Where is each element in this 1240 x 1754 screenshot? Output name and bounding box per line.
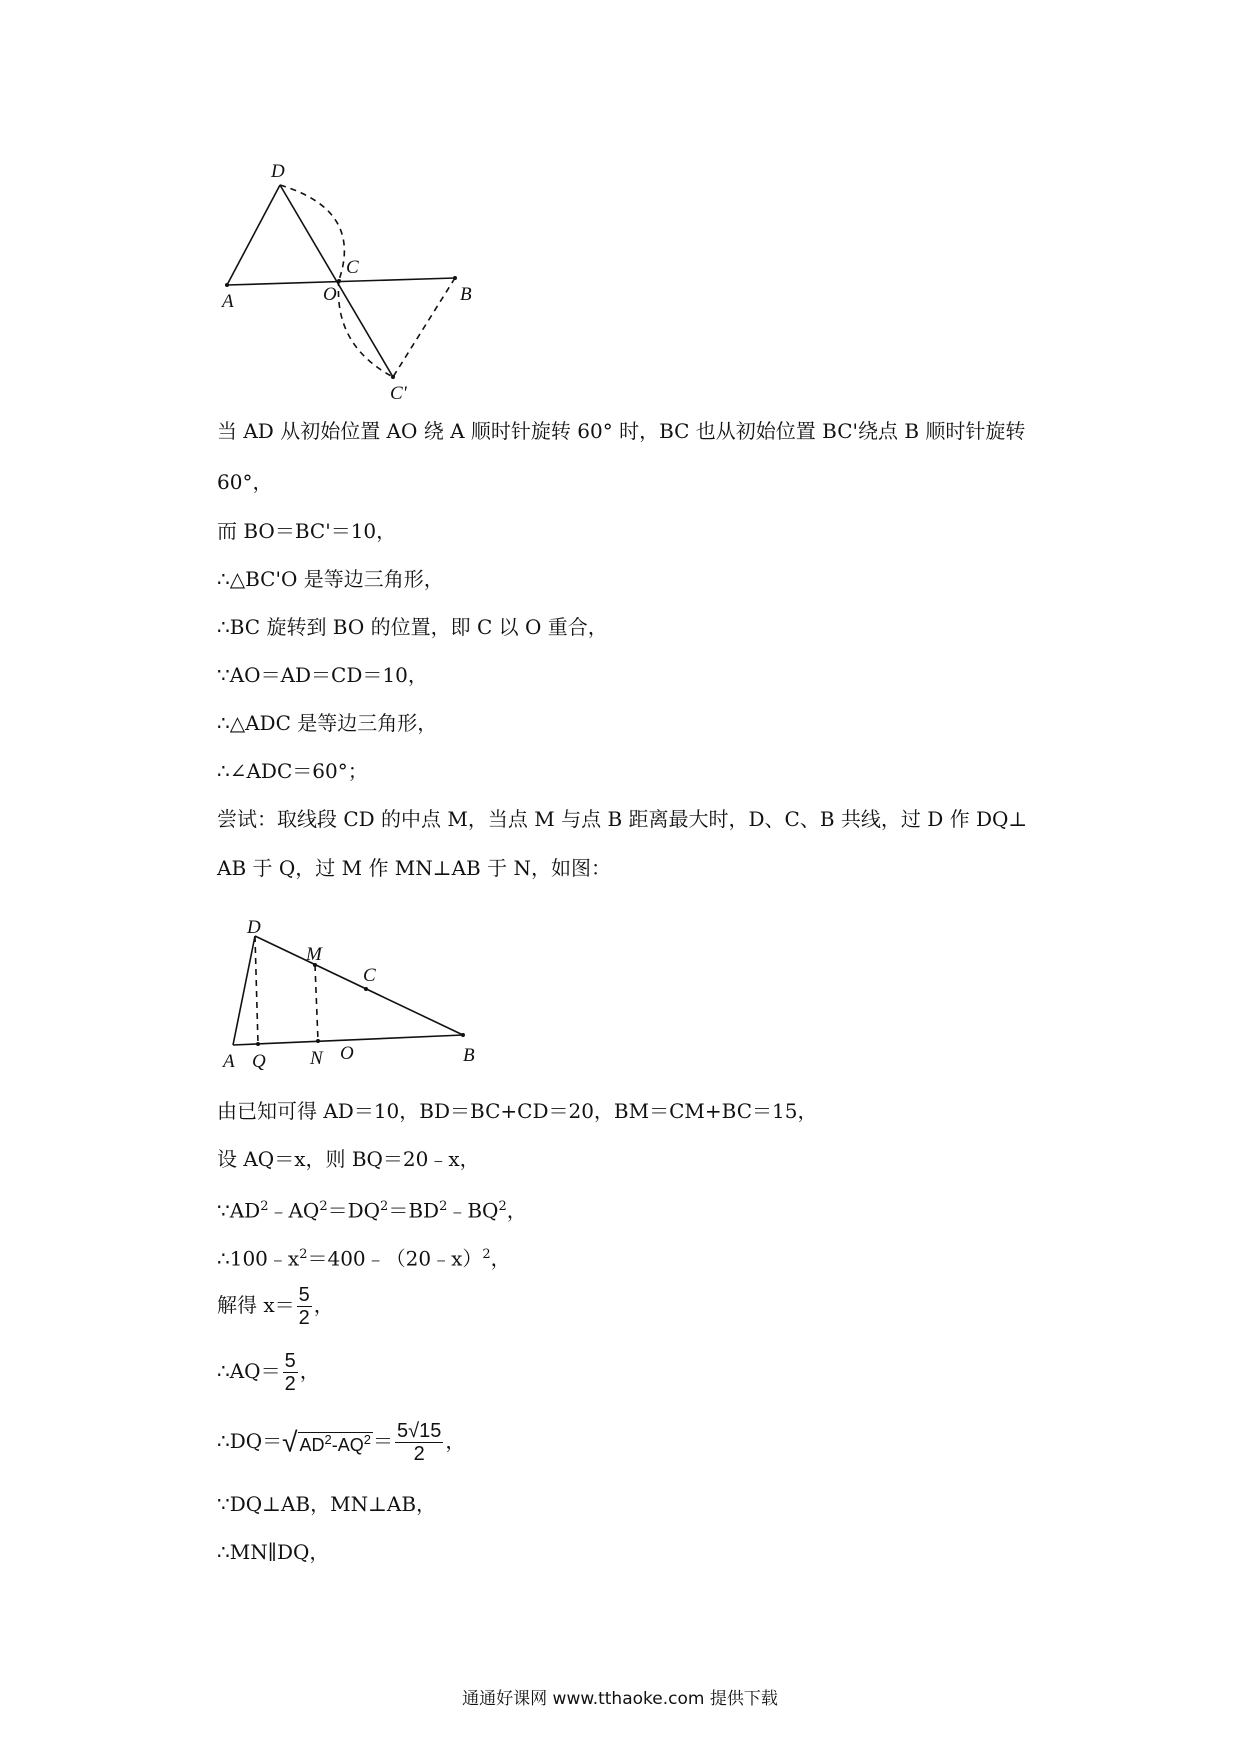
solution-line-2: 60°，: [217, 470, 273, 494]
label-D: D: [247, 917, 261, 938]
figure-rotation-diagram: [215, 155, 475, 405]
solution-line-15: 解得 x＝ $\frac{5}{2}$ ，: [217, 1284, 334, 1329]
arc-D-O-dashed: [280, 185, 344, 280]
label-B: B: [463, 1045, 475, 1066]
label-C: C: [346, 257, 359, 278]
solution-line-9: 尝试：取线段 CD 的中点 M，当点 M 与点 B 距离最大时，D、C、B 共线，过 D 作 DQ⊥: [217, 807, 1028, 831]
segment-DB: [255, 936, 463, 1035]
segment-AD: [233, 936, 255, 1045]
label-B: B: [460, 284, 472, 305]
label-O: O: [323, 284, 337, 305]
solution-line-1: 当 AD 从初始位置 AO 绕 A 顺时针旋转 60° 时，BC 也从初始位置 BC'绕点 B 顺时针旋转: [217, 419, 1026, 443]
label-C: C: [363, 965, 376, 986]
solution-line-11: 由已知可得 AD＝10，BD＝BC+CD＝20，BM＝CM+BC＝15，: [217, 1099, 818, 1123]
radical-sign: √: [282, 1426, 298, 1458]
point-C: [364, 987, 368, 991]
solution-line-8: ∴∠ADC＝60°；: [217, 759, 368, 783]
fraction-5-root15-over-2: $\frac{5√15}{2}$: [397, 1420, 442, 1465]
segment-AB: [227, 278, 455, 285]
label-A: A: [223, 1051, 235, 1072]
solution-line-10: AB 于 Q，过 M 作 MN⊥AB 于 N，如图：: [217, 856, 611, 880]
solution-line-18: ∵DQ⊥AB，MN⊥AB，: [217, 1492, 437, 1516]
solution-line-17: ∴DQ＝√ $AD^2-AQ^2$ ＝ $\frac{5√15}{2}$ ，: [217, 1420, 466, 1465]
segment-BC-prime-dashed: [393, 278, 455, 377]
solution-line-6: ∵AO＝AD＝CD＝10，: [217, 663, 428, 687]
fraction-5-over-2: $\frac{5}{2}$: [298, 1284, 310, 1329]
point-B: [453, 276, 457, 280]
solution-line-12: 设 AQ＝x，则 BQ＝20﹣x，: [217, 1147, 480, 1171]
radicand: $AD^2-AQ^2$: [299, 1432, 372, 1455]
solution-line-14: $\therefore 100﹣x^2=400﹣(20﹣x)^2$，: [217, 1246, 511, 1271]
solution-line-13: $\because AD^2﹣AQ^2=DQ^2=BD^2﹣BQ^2$，: [217, 1198, 527, 1223]
solution-line-5: ∴BC 旋转到 BO 的位置，即 C 以 O 重合，: [217, 615, 608, 639]
point-Q: [256, 1042, 260, 1046]
figure-midpoint-diagram: [215, 915, 485, 1075]
segment-MN-dashed: [315, 965, 318, 1041]
segment-AD: [227, 185, 280, 285]
label-O: O: [340, 1043, 354, 1064]
point-N: [316, 1039, 320, 1043]
label-A: A: [222, 291, 234, 312]
label-C-prime: C': [390, 383, 407, 404]
point-O: [337, 279, 341, 283]
solution-line-16: ∴AQ＝ $\frac{5}{2}$ ，: [217, 1350, 320, 1395]
fraction-5-over-2: $\frac{5}{2}$: [284, 1350, 296, 1395]
solution-line-19: ∴MN∥DQ，: [217, 1540, 330, 1564]
label-D: D: [271, 161, 285, 182]
segment-DQ-dashed: [255, 936, 258, 1044]
label-Q: Q: [252, 1051, 266, 1072]
solution-line-7: ∴△ADC 是等边三角形，: [217, 711, 438, 735]
solution-line-3: 而 BO＝BC'＝10，: [217, 519, 397, 543]
footer-source: 通通好课网 www.tthaoke.com 提供下载: [462, 1689, 778, 1709]
point-A: [225, 283, 229, 287]
solution-line-4: ∴△BC'O 是等边三角形，: [217, 567, 444, 591]
point-C-prime: [391, 375, 395, 379]
label-N: N: [310, 1048, 323, 1069]
label-M: M: [306, 944, 322, 965]
point-B: [461, 1033, 465, 1037]
